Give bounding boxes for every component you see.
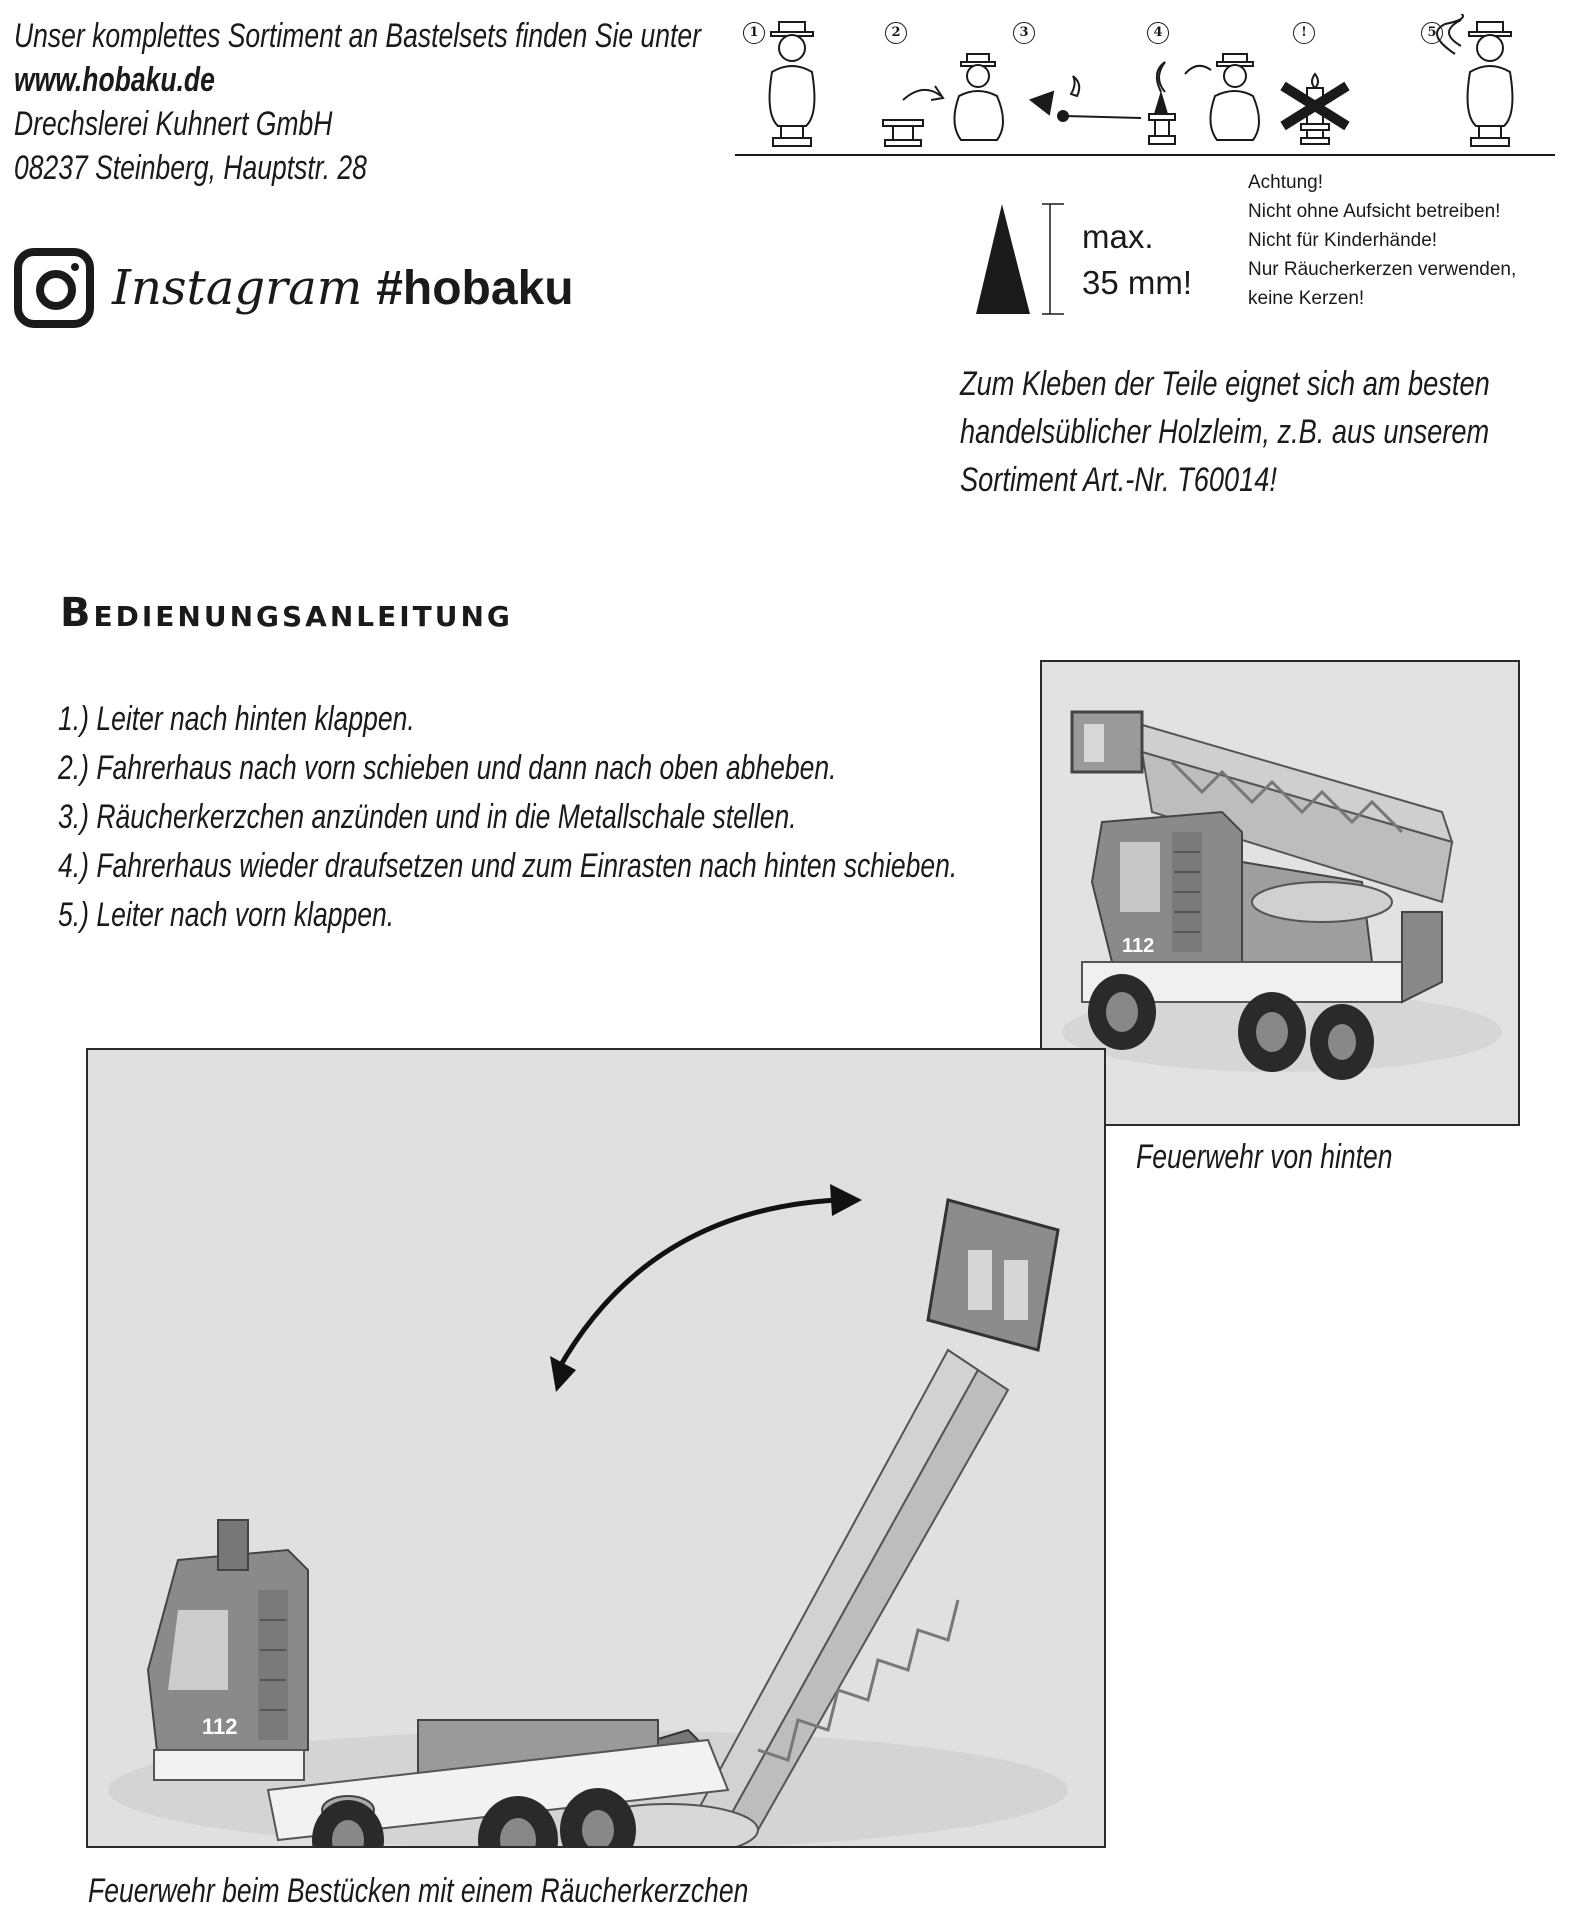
warning-line: Achtung! [1248, 172, 1323, 193]
instagram-label: Instagram [112, 260, 363, 316]
photo-truck-loading [86, 1048, 1106, 1848]
cone-size-label: 35 mm! [1082, 264, 1193, 301]
caption-truck-back: Feuerwehr von hinten [1136, 1138, 1393, 1176]
warning-line: Nur Räucherkerzen verwenden, [1248, 259, 1517, 280]
caption-truck-loading: Feuerwehr beim Bestücken mit einem Räucherkerzchen [88, 1872, 749, 1910]
truck-number-label: 112 [1122, 935, 1155, 957]
fire-truck-back-illustration [1042, 662, 1518, 1124]
step-number-warning: ! [1293, 22, 1315, 44]
step-number-5: 5 [1421, 22, 1443, 44]
instagram-block [14, 246, 614, 330]
company-name: Drechslerei Kuhnert GmbH [14, 105, 333, 143]
incense-cone-icon [970, 200, 1080, 320]
instruction-item: 4.) Fahrerhaus wieder draufsetzen und zum Einrasten nach hinten schieben. [58, 847, 958, 885]
truck-number-label: 112 [202, 1714, 238, 1739]
pictogram-drawings [735, 14, 1555, 164]
instruction-item: 2.) Fahrerhaus nach vorn schieben und dann nach oben abheben. [58, 749, 837, 787]
usage-pictogram-strip [735, 14, 1555, 164]
photo-truck-back [1040, 660, 1520, 1126]
fire-truck-loading-illustration [88, 1050, 1104, 1846]
warning-note [1248, 168, 1516, 313]
instruction-list [58, 695, 1211, 940]
instagram-hashtag: #hobaku [376, 261, 574, 315]
glue-note [960, 360, 1560, 504]
instruction-item: 3.) Räucherkerzchen anzünden und in die Metallschale stellen. [58, 798, 797, 836]
smoker-figure-icon [770, 22, 815, 146]
section-title: Bedienungsanleitung [60, 590, 513, 636]
glue-line: handelsüblicher Holzleim, z.B. aus unserem [960, 413, 1490, 451]
step-number-2: 2 [885, 22, 907, 44]
glue-line: Sortiment Art.-Nr. T60014! [960, 461, 1277, 499]
warning-line: Nicht für Kinderhände! [1248, 230, 1438, 251]
instagram-icon [14, 248, 94, 328]
cone-size-block [970, 200, 1210, 320]
warning-line: Nicht ohne Aufsicht betreiben! [1248, 201, 1501, 222]
header-contact-block [14, 14, 714, 190]
instruction-item: 5.) Leiter nach vorn klappen. [58, 896, 395, 934]
website-link[interactable]: www.hobaku.de [14, 61, 215, 99]
glue-line: Zum Kleben der Teile eignet sich am besten [960, 365, 1490, 403]
cone-max-label: max. [1082, 218, 1154, 255]
header-line-sortiment: Unser komplettes Sortiment an Bastelsets finden Sie unter [14, 17, 701, 55]
company-address: 08237 Steinberg, Hauptstr. 28 [14, 149, 367, 187]
step-number-3: 3 [1013, 22, 1035, 44]
step-number-4: 4 [1147, 22, 1169, 44]
instruction-item: 1.) Leiter nach hinten klappen. [58, 700, 415, 738]
step-number-1: 1 [743, 22, 765, 44]
warning-line: keine Kerzen! [1248, 288, 1365, 309]
